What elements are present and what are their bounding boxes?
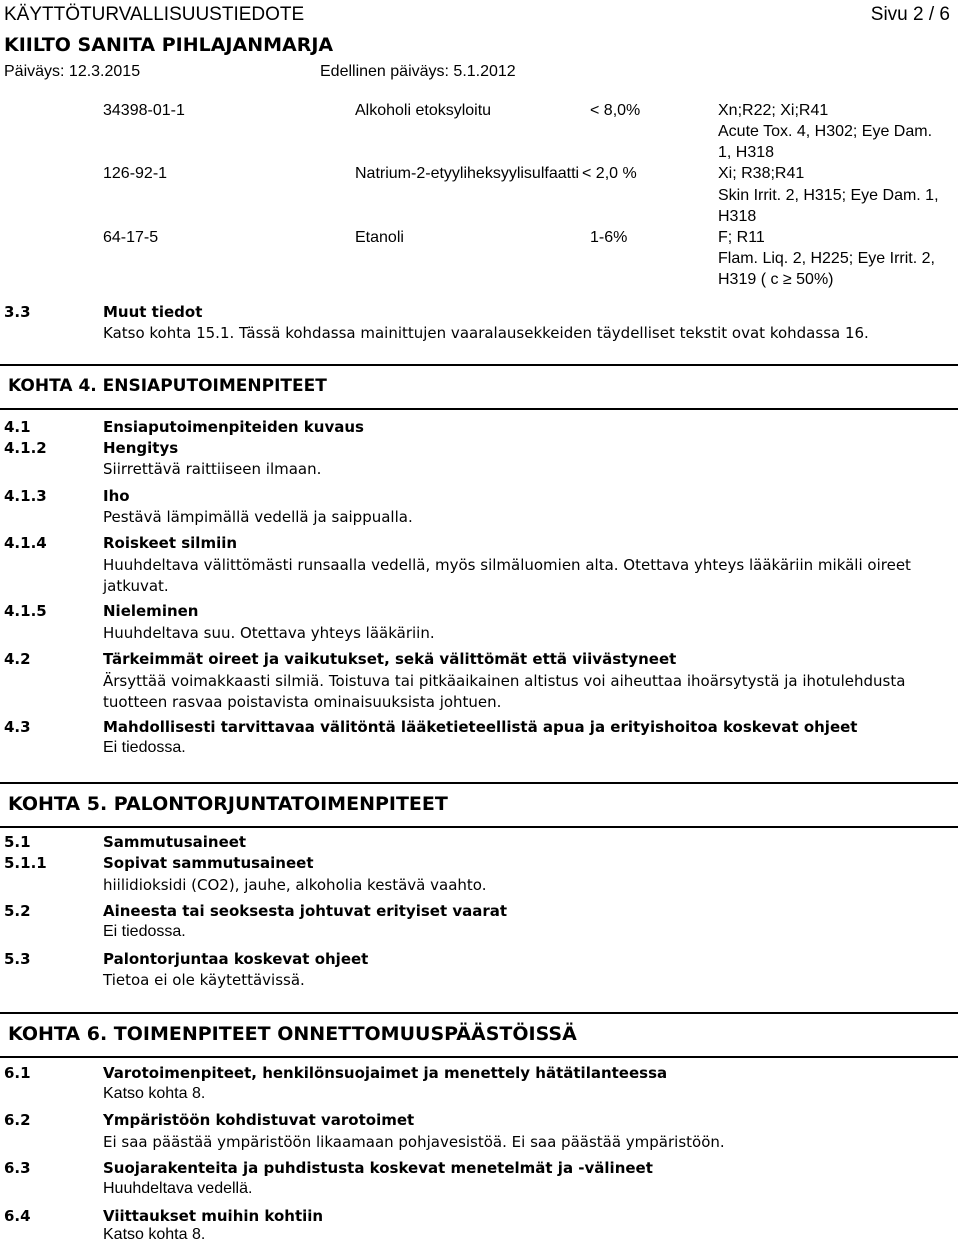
- component-classification: Acute Tox. 4, H302; Eye Dam.: [718, 123, 933, 140]
- revision-date: Päiväys: 12.3.2015: [4, 63, 141, 80]
- subsection-title: Palontorjuntaa koskevat ohjeet: [103, 950, 369, 968]
- subsection-text: Ei tiedossa.: [103, 923, 186, 940]
- subsection-number: 4.2: [4, 650, 31, 668]
- subsection-number: 3.3: [4, 303, 31, 321]
- section-title: KOHTA 6. TOIMENPITEET ONNETTOMUUSPÄÄSTÖISSÄ: [8, 1023, 577, 1045]
- subsection-number: 4.1: [4, 418, 31, 436]
- subsection-title: Mahdollisesti tarvittavaa välitöntä lääketieteellistä apua ja erityishoitoa koskevat ohjeet: [103, 718, 858, 736]
- component-name: Etanoli: [355, 229, 404, 246]
- subsection-text: Katso kohta 8.: [103, 1085, 206, 1102]
- component-classification: 1, H318: [718, 144, 775, 161]
- subsection-text: Huuhdeltava vedellä.: [103, 1180, 253, 1197]
- subsection-title: Sopivat sammutusaineet: [103, 854, 314, 872]
- subsection-number: 4.1.3: [4, 487, 47, 505]
- component-concentration: 1-6%: [590, 229, 628, 246]
- subsection-number: 4.1.5: [4, 602, 47, 620]
- subsection-text: Huuhdeltava välittömästi runsaalla vedellä, myös silmäluomien alta. Otettava yhteys lääkäriin mikäli oireet jatkuvat.: [103, 556, 911, 595]
- page-number: Sivu 2 / 6: [870, 4, 950, 25]
- subsection-text: Ärsyttää voimakkaasti silmiä. Toistuva tai pitkäaikainen altistus voi aiheuttaa ihoärsytystä ja ihotulehdusta tuotteen rasvaa poistavista ominaisuuksista johtuen.: [103, 672, 906, 711]
- subsection-number: 5.1: [4, 833, 31, 851]
- subsection-number: 4.3: [4, 718, 31, 736]
- component-concentration: < 8,0%: [590, 102, 641, 119]
- subsection-title: Aineesta tai seoksesta johtuvat erityiset vaarat: [103, 902, 508, 920]
- subsection-title: Iho: [103, 487, 130, 505]
- component-classification: Xn;R22; Xi;R41: [718, 102, 829, 119]
- subsection-title: Tärkeimmät oireet ja vaikutukset, sekä välittömät että viivästyneet: [103, 650, 677, 668]
- previous-revision-date: Edellinen päiväys: 5.1.2012: [320, 63, 516, 80]
- component-classification: H319 ( c ≥ 50%): [718, 271, 834, 288]
- subsection-title: Viittaukset muihin kohtiin: [103, 1207, 324, 1225]
- subsection-title: Suojarakenteita ja puhdistusta koskevat menetelmät ja -välineet: [103, 1159, 653, 1177]
- section-header-4: [0, 364, 958, 410]
- subsection-text: Pestävä lämpimällä vedellä ja saippualla.: [103, 508, 413, 526]
- section-title: KOHTA 5. PALONTORJUNTATOIMENPITEET: [8, 793, 448, 815]
- subsection-title: Sammutusaineet: [103, 833, 247, 851]
- subsection-text: Tietoa ei ole käytettävissä.: [103, 971, 305, 989]
- section-title: KOHTA 4. ENSIAPUTOIMENPITEET: [8, 376, 327, 396]
- subsection-number: 6.1: [4, 1064, 31, 1082]
- subsection-number: 6.2: [4, 1111, 31, 1129]
- subsection-title: Varotoimenpiteet, henkilönsuojaimet ja menettely hätätilanteessa: [103, 1064, 668, 1082]
- subsection-text: Katso kohta 15.1. Tässä kohdassa mainittujen vaaralausekkeiden täydelliset tekstit ovat kohdassa 16.: [103, 324, 869, 342]
- subsection-number: 4.1.2: [4, 439, 47, 457]
- subsection-title: Ensiaputoimenpiteiden kuvaus: [103, 418, 364, 436]
- component-concentration: < 2,0 %: [582, 165, 637, 182]
- component-classification: H318: [718, 208, 757, 225]
- subsection-title: Hengitys: [103, 439, 179, 457]
- component-classification: Flam. Liq. 2, H225; Eye Irrit. 2,: [718, 250, 935, 267]
- subsection-text: Huuhdeltava suu. Otettava yhteys lääkäriin.: [103, 624, 435, 642]
- section-header-6: [0, 1012, 958, 1058]
- subsection-number: 5.2: [4, 902, 31, 920]
- component-classification: Skin Irrit. 2, H315; Eye Dam. 1,: [718, 187, 939, 204]
- component-cas: 126-92-1: [103, 165, 168, 182]
- subsection-text: Siirrettävä raittiiseen ilmaan.: [103, 460, 322, 478]
- subsection-title: Muut tiedot: [103, 303, 203, 321]
- component-cas: 34398-01-1: [103, 102, 185, 119]
- section-header-5: [0, 782, 958, 828]
- product-name: KIILTO SANITA PIHLAJANMARJA: [4, 34, 334, 56]
- subsection-title: Roiskeet silmiin: [103, 534, 238, 552]
- subsection-number: 6.4: [4, 1207, 31, 1225]
- component-classification: Xi; R38;R41: [718, 165, 805, 182]
- subsection-text: Ei saa päästää ympäristöön likaamaan pohjavesistöä. Ei saa päästää ympäristöön.: [103, 1133, 725, 1151]
- document-title: KÄYTTÖTURVALLISUUSTIEDOTE: [4, 4, 305, 25]
- subsection-text: Katso kohta 8.: [103, 1226, 206, 1243]
- subsection-title: Nieleminen: [103, 602, 199, 620]
- subsection-number: 5.1.1: [4, 854, 47, 872]
- component-name: Alkoholi etoksyloitu: [355, 102, 492, 119]
- subsection-text: Ei tiedossa.: [103, 739, 186, 756]
- component-name: Natrium-2-etyyliheksyylisulfaatti: [355, 165, 580, 182]
- subsection-number: 6.3: [4, 1159, 31, 1177]
- subsection-number: 5.3: [4, 950, 31, 968]
- component-classification: F; R11: [718, 229, 765, 246]
- subsection-text: hiilidioksidi (CO2), jauhe, alkoholia kestävä vaahto.: [103, 876, 487, 894]
- subsection-number: 4.1.4: [4, 534, 47, 552]
- subsection-title: Ympäristöön kohdistuvat varotoimet: [103, 1111, 415, 1129]
- component-cas: 64-17-5: [103, 229, 159, 246]
